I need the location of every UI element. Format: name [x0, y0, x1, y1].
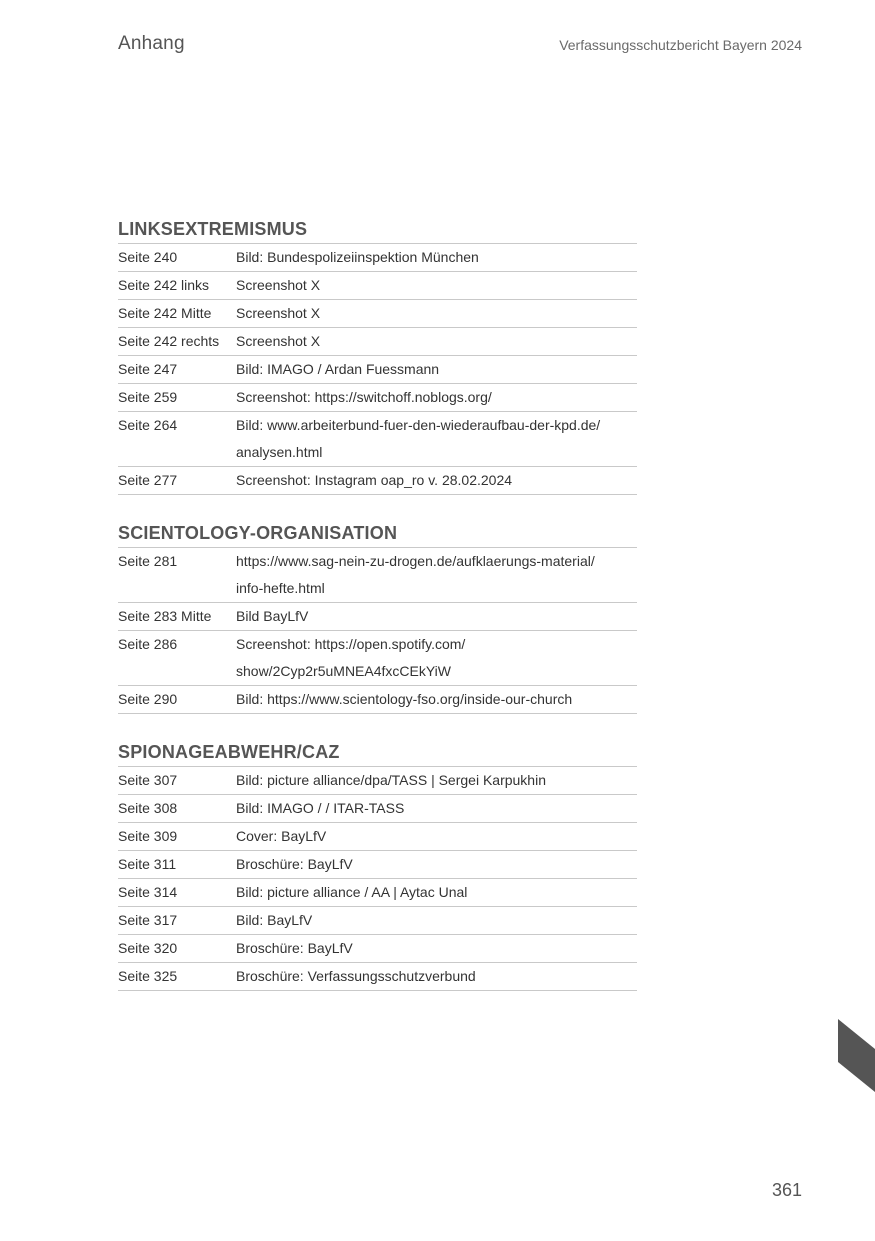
credit-source [236, 300, 637, 327]
credit-page-reference: Seite 309 [118, 828, 178, 844]
credit-source [236, 384, 637, 411]
section-title: SCIENTOLOGY-ORGANISATION [118, 520, 637, 548]
credit-source-line: Bild: IMAGO / Ardan Fuessmann [236, 361, 440, 377]
credit-source-line: Bild: IMAGO / / ITAR-TASS [236, 800, 405, 816]
credit-row [118, 328, 637, 356]
section-title: LINKSEXTREMISMUS [118, 216, 637, 244]
credit-row [118, 356, 637, 384]
credit-source [236, 244, 637, 271]
credit-source-line: Broschüre: BayLfV [236, 940, 353, 956]
credit-row [118, 467, 637, 495]
publication-title: Verfassungsschutzbericht Bayern 2024 [559, 37, 802, 53]
credit-source [236, 935, 637, 962]
credit-source-line: Screenshot: https://open.spotify.com/ [236, 636, 466, 652]
credits-section [118, 216, 637, 495]
chapter-title: Anhang [118, 33, 185, 54]
credit-source [236, 467, 637, 494]
credits-section [118, 520, 637, 714]
credit-source [236, 548, 637, 602]
credits-section [118, 739, 637, 991]
credit-source-line: https://www.sag-nein-zu-drogen.de/aufklaerungs-material/ [236, 553, 595, 569]
credit-page-reference: Seite 307 [118, 772, 178, 788]
credit-source [236, 963, 637, 990]
credit-page-reference: Seite 317 [118, 912, 178, 928]
credit-source-line: Bild: picture alliance/dpa/TASS | Sergei Karpukhin [236, 772, 546, 788]
credit-source [236, 412, 637, 466]
credit-page-reference: Seite 320 [118, 940, 178, 956]
credit-source-line: info-hefte.html [236, 580, 325, 596]
page-number: 361 [771, 1180, 802, 1200]
credit-page-reference: Seite 311 [118, 856, 177, 872]
credit-row [118, 686, 637, 714]
credit-source-line: Screenshot: https://switchoff.noblogs.org/ [236, 389, 492, 405]
credit-page-reference: Seite 290 [118, 691, 178, 707]
section-title: SPIONAGEABWEHR/CAZ [118, 739, 637, 767]
credit-source-line: Bild: https://www.scientology-fso.org/inside-our-church [236, 691, 573, 707]
credit-page-reference: Seite 242 links [118, 277, 210, 293]
credit-page-reference: Seite 281 [118, 553, 178, 569]
credit-source-line: Broschüre: Verfassungsschutzverbund [236, 968, 476, 984]
credit-source-line: Broschüre: BayLfV [236, 856, 353, 872]
credit-row [118, 548, 637, 603]
credit-page-reference: Seite 277 [118, 472, 178, 488]
credit-source [236, 795, 637, 822]
credit-source-line: Bild: picture alliance / AA | Aytac Unal [236, 884, 468, 900]
credit-row [118, 851, 637, 879]
image-credits-list [118, 216, 637, 1016]
credit-row [118, 631, 637, 686]
credit-source [236, 603, 637, 630]
credit-page-reference: Seite 247 [118, 361, 178, 377]
credit-row [118, 244, 637, 272]
credit-source [236, 272, 637, 299]
credit-source-line: Screenshot X [236, 277, 321, 293]
credit-source [236, 328, 637, 355]
chapter-tab-marker [838, 1019, 875, 1092]
credit-source [236, 823, 637, 850]
credit-source-line: show/2Cyp2r5uMNEA4fxcCEkYiW [236, 663, 451, 679]
credit-page-reference: Seite 240 [118, 249, 178, 265]
credit-row [118, 272, 637, 300]
credit-page-reference: Seite 314 [118, 884, 178, 900]
credit-row [118, 963, 637, 991]
credit-page-reference: Seite 259 [118, 389, 178, 405]
credit-row [118, 300, 637, 328]
credit-row [118, 935, 637, 963]
credit-row [118, 907, 637, 935]
credit-row [118, 767, 637, 795]
credit-page-reference: Seite 325 [118, 968, 178, 984]
credit-source-line: Bild: Bundespolizeiinspektion München [236, 249, 479, 265]
credit-row [118, 384, 637, 412]
credit-source [236, 356, 637, 383]
credit-source [236, 907, 637, 934]
credit-source-line: Cover: BayLfV [236, 828, 327, 844]
credit-row [118, 603, 637, 631]
credit-page-reference: Seite 308 [118, 800, 178, 816]
credit-row [118, 823, 637, 851]
credit-source [236, 686, 637, 713]
credit-source [236, 767, 637, 794]
credit-row [118, 879, 637, 907]
credit-page-reference: Seite 286 [118, 636, 178, 652]
credit-source [236, 631, 637, 685]
credit-page-reference: Seite 283 Mitte [118, 608, 212, 624]
credit-source-line: Screenshot X [236, 333, 321, 349]
credit-source-line: Screenshot X [236, 305, 321, 321]
credit-source [236, 851, 637, 878]
credit-source [236, 879, 637, 906]
credit-source-line: Screenshot: Instagram oap_ro v. 28.02.2024 [236, 472, 513, 488]
credit-page-reference: Seite 242 rechts [118, 333, 220, 349]
credit-row [118, 412, 637, 467]
chapter-tab-shape [838, 1019, 875, 1092]
credit-source-line: analysen.html [236, 444, 323, 460]
credit-page-reference: Seite 264 [118, 417, 178, 433]
credit-source-line: Bild: BayLfV [236, 912, 313, 928]
credit-source-line: Bild BayLfV [236, 608, 309, 624]
credit-page-reference: Seite 242 Mitte [118, 305, 212, 321]
credit-row [118, 795, 637, 823]
credit-source-line: Bild: www.arbeiterbund-fuer-den-wiederaufbau-der-kpd.de/ [236, 417, 601, 433]
